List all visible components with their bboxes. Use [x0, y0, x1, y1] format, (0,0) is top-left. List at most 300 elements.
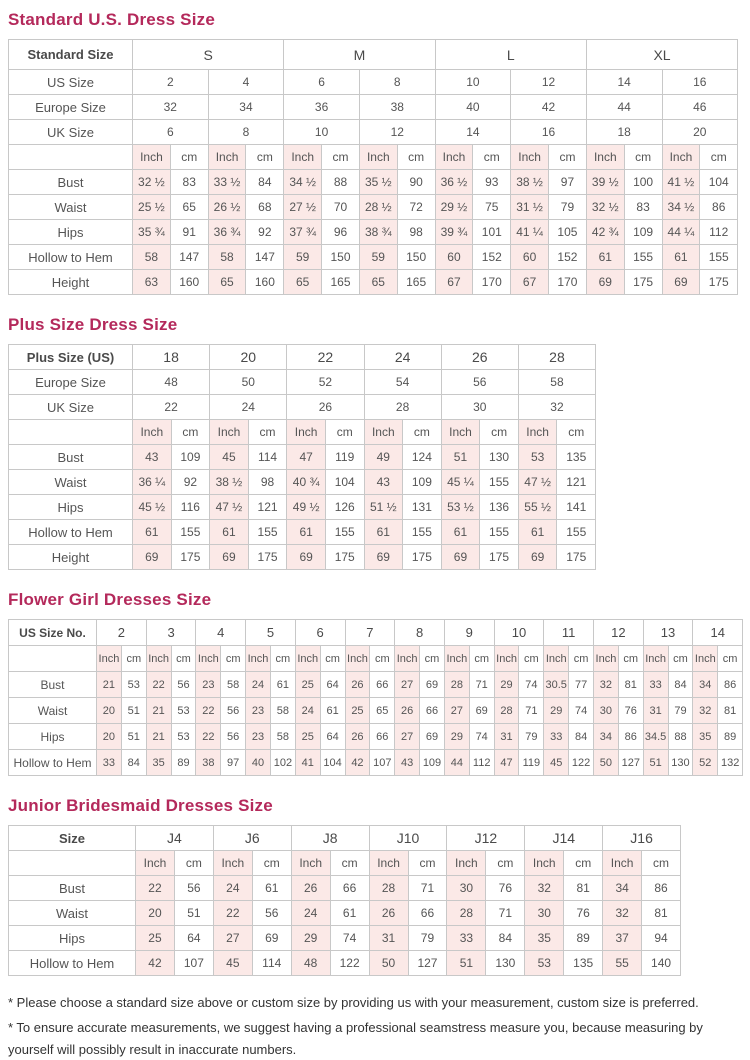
- cell: 126: [325, 495, 364, 520]
- cell: 34 ½: [284, 170, 322, 195]
- row-label: UK Size: [9, 395, 133, 420]
- cell: 10: [494, 620, 544, 646]
- cell: 6: [284, 70, 360, 95]
- cell: cm: [564, 851, 603, 876]
- cell: 53: [525, 951, 564, 976]
- cell: 28: [518, 345, 595, 370]
- cell: 69: [518, 545, 557, 570]
- cell: 175: [403, 545, 442, 570]
- cell: 29: [494, 672, 519, 698]
- cell: 4: [196, 620, 246, 646]
- cell: 31: [494, 724, 519, 750]
- row-label: Europe Size: [9, 95, 133, 120]
- cell: cm: [408, 851, 447, 876]
- row-label: Bust: [9, 672, 97, 698]
- cell: 152: [473, 245, 511, 270]
- cell: 86: [618, 724, 643, 750]
- cell: 58: [221, 672, 246, 698]
- cell: 32: [603, 901, 642, 926]
- cell: 11: [544, 620, 594, 646]
- cell: 160: [246, 270, 284, 295]
- cell: 50: [210, 370, 287, 395]
- cell: cm: [480, 420, 519, 445]
- cell: 34: [693, 672, 718, 698]
- cell: 79: [549, 195, 587, 220]
- cell: 165: [397, 270, 435, 295]
- cell: 175: [624, 270, 662, 295]
- cell: 22: [196, 724, 221, 750]
- cell: 42: [136, 951, 175, 976]
- cell: 28: [447, 901, 486, 926]
- cell: 97: [221, 750, 246, 776]
- cell: 28: [364, 395, 441, 420]
- row-label: Standard Size: [9, 40, 133, 70]
- cell: 33: [97, 750, 122, 776]
- cell: 35 ¾: [133, 220, 171, 245]
- cell: 27: [213, 926, 252, 951]
- cell: 25: [295, 672, 320, 698]
- cell: 96: [322, 220, 360, 245]
- row-label: Height: [9, 270, 133, 295]
- cell: 150: [322, 245, 360, 270]
- row-label: Waist: [9, 901, 136, 926]
- cell: Inch: [444, 646, 469, 672]
- cell: 67: [435, 270, 473, 295]
- cell: 30: [594, 698, 619, 724]
- cell: 155: [480, 520, 519, 545]
- cell: 64: [320, 672, 345, 698]
- cell: 109: [420, 750, 445, 776]
- cell: 18: [586, 120, 662, 145]
- cell: 69: [662, 270, 700, 295]
- row-label: Size: [9, 826, 136, 851]
- cell: 58: [270, 724, 295, 750]
- cell: Inch: [693, 646, 718, 672]
- row-label: Height: [9, 545, 133, 570]
- cell: 14: [435, 120, 511, 145]
- cell: 31 ½: [511, 195, 549, 220]
- cell: 42: [511, 95, 587, 120]
- cell: 22: [133, 395, 210, 420]
- cell: cm: [642, 851, 681, 876]
- cell: 105: [549, 220, 587, 245]
- cell: 104: [325, 470, 364, 495]
- cell: 114: [248, 445, 287, 470]
- cell: 40 ¾: [287, 470, 326, 495]
- cell: 26: [345, 724, 370, 750]
- size-table: [8, 344, 596, 570]
- cell: 22: [213, 901, 252, 926]
- cell: 100: [624, 170, 662, 195]
- cell: 14: [586, 70, 662, 95]
- cell: 135: [564, 951, 603, 976]
- section-title: Junior Bridesmaid Dresses Size: [8, 796, 273, 815]
- cell: 38: [359, 95, 435, 120]
- cell: 81: [618, 672, 643, 698]
- cell: 43: [395, 750, 420, 776]
- cell: 58: [133, 245, 171, 270]
- cell: Inch: [447, 851, 486, 876]
- cell: 69: [420, 724, 445, 750]
- cell: 25: [345, 698, 370, 724]
- cell: 2: [97, 620, 147, 646]
- cell: 25: [136, 926, 175, 951]
- cell: 35 ½: [359, 170, 397, 195]
- cell: 81: [718, 698, 743, 724]
- cell: 26: [287, 395, 364, 420]
- cell: cm: [322, 145, 360, 170]
- cell: 12: [359, 120, 435, 145]
- cell: cm: [320, 646, 345, 672]
- cell: 35: [693, 724, 718, 750]
- cell: 54: [364, 370, 441, 395]
- cell: cm: [618, 646, 643, 672]
- cell: Inch: [133, 145, 171, 170]
- cell: 33: [447, 926, 486, 951]
- cell: 42 ¾: [586, 220, 624, 245]
- cell: 61: [364, 520, 403, 545]
- cell: 44 ¼: [662, 220, 700, 245]
- cell: cm: [171, 646, 196, 672]
- row-label: Hips: [9, 926, 136, 951]
- cell: 74: [469, 724, 494, 750]
- cell: 7: [345, 620, 395, 646]
- cell: 107: [370, 750, 395, 776]
- cell: 14: [693, 620, 743, 646]
- cell: 36: [284, 95, 360, 120]
- cell: 34: [603, 876, 642, 901]
- cell: J12: [447, 826, 525, 851]
- cell: 21: [97, 672, 122, 698]
- section-title: Plus Size Dress Size: [8, 315, 178, 334]
- cell: Inch: [369, 851, 408, 876]
- cell: 88: [668, 724, 693, 750]
- cell: 86: [718, 672, 743, 698]
- row-label: Waist: [9, 470, 133, 495]
- cell: 49 ½: [287, 495, 326, 520]
- row-label: Hollow to Hem: [9, 951, 136, 976]
- cell: cm: [557, 420, 596, 445]
- cell: 41 ¼: [511, 220, 549, 245]
- size-table: [8, 619, 743, 776]
- cell: 71: [519, 698, 544, 724]
- cell: Inch: [210, 420, 249, 445]
- cell: 16: [662, 70, 738, 95]
- cell: Inch: [525, 851, 564, 876]
- cell: 104: [320, 750, 345, 776]
- cell: 84: [668, 672, 693, 698]
- cell: 69: [287, 545, 326, 570]
- cell: cm: [700, 145, 738, 170]
- cell: 27: [395, 724, 420, 750]
- cell: 152: [549, 245, 587, 270]
- cell: cm: [403, 420, 442, 445]
- cell: 40: [435, 95, 511, 120]
- cell: 22: [146, 672, 171, 698]
- cell: J6: [213, 826, 291, 851]
- row-label: [9, 851, 136, 876]
- cell: 24: [364, 345, 441, 370]
- cell: 89: [718, 724, 743, 750]
- cell: 175: [700, 270, 738, 295]
- cell: 76: [618, 698, 643, 724]
- cell: 114: [252, 951, 291, 976]
- cell: 140: [642, 951, 681, 976]
- cell: 136: [480, 495, 519, 520]
- cell: 61: [270, 672, 295, 698]
- cell: 32 ½: [586, 195, 624, 220]
- cell: 48: [291, 951, 330, 976]
- cell: 31: [643, 698, 668, 724]
- cell: 119: [519, 750, 544, 776]
- cell: 40: [246, 750, 271, 776]
- cell: 109: [624, 220, 662, 245]
- cell: 79: [519, 724, 544, 750]
- cell: 51 ½: [364, 495, 403, 520]
- cell: 34: [208, 95, 284, 120]
- cell: cm: [569, 646, 594, 672]
- cell: 50: [594, 750, 619, 776]
- cell: 112: [469, 750, 494, 776]
- cell: 160: [170, 270, 208, 295]
- cell: Inch: [196, 646, 221, 672]
- cell: 69: [364, 545, 403, 570]
- row-label: [9, 646, 97, 672]
- cell: 43: [133, 445, 172, 470]
- cell: 44: [586, 95, 662, 120]
- cell: 56: [174, 876, 213, 901]
- cell: 74: [330, 926, 369, 951]
- cell: Inch: [213, 851, 252, 876]
- cell: cm: [469, 646, 494, 672]
- cell: 66: [370, 724, 395, 750]
- cell: 155: [557, 520, 596, 545]
- cell: 24: [295, 698, 320, 724]
- row-label: Hollow to Hem: [9, 520, 133, 545]
- cell: cm: [668, 646, 693, 672]
- cell: 155: [248, 520, 287, 545]
- cell: 52: [287, 370, 364, 395]
- cell: 76: [564, 901, 603, 926]
- cell: 47 ½: [518, 470, 557, 495]
- row-label: US Size: [9, 70, 133, 95]
- cell: 45: [210, 445, 249, 470]
- cell: Inch: [643, 646, 668, 672]
- cell: 83: [624, 195, 662, 220]
- cell: 127: [618, 750, 643, 776]
- cell: 130: [668, 750, 693, 776]
- cell: J4: [136, 826, 214, 851]
- cell: 131: [403, 495, 442, 520]
- cell: 24: [246, 672, 271, 698]
- cell: 51: [121, 698, 146, 724]
- cell: 49: [364, 445, 403, 470]
- cell: 56: [221, 698, 246, 724]
- cell: 64: [320, 724, 345, 750]
- cell: 2: [133, 70, 209, 95]
- cell: 76: [486, 876, 525, 901]
- cell: 24: [213, 876, 252, 901]
- cell: 39 ¾: [435, 220, 473, 245]
- cell: 41 ½: [662, 170, 700, 195]
- cell: 109: [171, 445, 210, 470]
- cell: 38: [196, 750, 221, 776]
- cell: 55: [603, 951, 642, 976]
- cell: 65: [284, 270, 322, 295]
- cell: 27 ½: [284, 195, 322, 220]
- cell: Inch: [594, 646, 619, 672]
- cell: 29 ½: [435, 195, 473, 220]
- cell: 29: [544, 698, 569, 724]
- cell: 9: [444, 620, 494, 646]
- cell: 121: [557, 470, 596, 495]
- cell: 58: [518, 370, 595, 395]
- cell: 72: [397, 195, 435, 220]
- cell: 170: [549, 270, 587, 295]
- cell: 150: [397, 245, 435, 270]
- cell: 37: [603, 926, 642, 951]
- cell: Inch: [518, 420, 557, 445]
- cell: 107: [174, 951, 213, 976]
- cell: Inch: [364, 420, 403, 445]
- cell: 155: [624, 245, 662, 270]
- cell: 109: [403, 470, 442, 495]
- cell: Inch: [246, 646, 271, 672]
- cell: 175: [557, 545, 596, 570]
- cell: 79: [668, 698, 693, 724]
- cell: 20: [210, 345, 287, 370]
- cell: 61: [320, 698, 345, 724]
- cell: 28: [494, 698, 519, 724]
- cell: 84: [486, 926, 525, 951]
- cell: 84: [246, 170, 284, 195]
- cell: 27: [395, 672, 420, 698]
- cell: 101: [473, 220, 511, 245]
- cell: 29: [291, 926, 330, 951]
- cell: 90: [397, 170, 435, 195]
- cell: 25: [295, 724, 320, 750]
- cell: 155: [171, 520, 210, 545]
- cell: 31: [369, 926, 408, 951]
- cell: 97: [549, 170, 587, 195]
- cell: S: [133, 40, 284, 70]
- row-label: Hips: [9, 495, 133, 520]
- row-label: [9, 420, 133, 445]
- cell: Inch: [662, 145, 700, 170]
- row-label: UK Size: [9, 120, 133, 145]
- cell: 21: [146, 724, 171, 750]
- size-table: [8, 39, 738, 295]
- row-label: Hips: [9, 724, 97, 750]
- cell: 30: [525, 901, 564, 926]
- cell: 3: [146, 620, 196, 646]
- cell: 23: [246, 698, 271, 724]
- cell: 122: [569, 750, 594, 776]
- cell: 8: [359, 70, 435, 95]
- cell: 29: [444, 724, 469, 750]
- cell: 155: [480, 470, 519, 495]
- cell: 56: [441, 370, 518, 395]
- cell: 69: [210, 545, 249, 570]
- cell: 132: [718, 750, 743, 776]
- cell: 135: [557, 445, 596, 470]
- cell: 112: [700, 220, 738, 245]
- cell: 61: [330, 901, 369, 926]
- cell: 10: [284, 120, 360, 145]
- cell: 69: [586, 270, 624, 295]
- cell: 45 ¼: [441, 470, 480, 495]
- cell: 22: [196, 698, 221, 724]
- cell: 75: [473, 195, 511, 220]
- row-label: Bust: [9, 445, 133, 470]
- cell: 26: [441, 345, 518, 370]
- cell: 60: [511, 245, 549, 270]
- cell: 102: [270, 750, 295, 776]
- cell: 81: [642, 901, 681, 926]
- cell: 71: [486, 901, 525, 926]
- cell: 61: [662, 245, 700, 270]
- cell: 84: [121, 750, 146, 776]
- cell: 53: [171, 698, 196, 724]
- cell: 89: [171, 750, 196, 776]
- cell: 104: [700, 170, 738, 195]
- cell: 36 ¼: [133, 470, 172, 495]
- cell: 65: [359, 270, 397, 295]
- cell: 121: [248, 495, 287, 520]
- cell: 98: [397, 220, 435, 245]
- cell: 81: [564, 876, 603, 901]
- cell: 83: [170, 170, 208, 195]
- cell: 61: [586, 245, 624, 270]
- cell: 53: [121, 672, 146, 698]
- cell: 130: [480, 445, 519, 470]
- cell: 56: [221, 724, 246, 750]
- cell: 70: [322, 195, 360, 220]
- cell: 65: [370, 698, 395, 724]
- cell: 33 ½: [208, 170, 246, 195]
- cell: 63: [133, 270, 171, 295]
- row-label: US Size No.: [9, 620, 97, 646]
- cell: 6: [133, 120, 209, 145]
- cell: 33: [544, 724, 569, 750]
- cell: 69: [133, 545, 172, 570]
- cell: 35: [146, 750, 171, 776]
- cell: 175: [325, 545, 364, 570]
- cell: 33: [643, 672, 668, 698]
- cell: Inch: [284, 145, 322, 170]
- cell: cm: [473, 145, 511, 170]
- cell: 32 ½: [133, 170, 171, 195]
- cell: cm: [549, 145, 587, 170]
- cell: 59: [284, 245, 322, 270]
- cell: 92: [171, 470, 210, 495]
- cell: 51: [447, 951, 486, 976]
- cell: 41: [295, 750, 320, 776]
- cell: cm: [330, 851, 369, 876]
- cell: 58: [208, 245, 246, 270]
- cell: cm: [121, 646, 146, 672]
- cell: 60: [435, 245, 473, 270]
- cell: Inch: [586, 145, 624, 170]
- cell: 47: [287, 445, 326, 470]
- cell: 53: [518, 445, 557, 470]
- cell: 44: [444, 750, 469, 776]
- cell: 30.5: [544, 672, 569, 698]
- cell: Inch: [395, 646, 420, 672]
- cell: 37 ¾: [284, 220, 322, 245]
- cell: 74: [519, 672, 544, 698]
- cell: 39 ½: [586, 170, 624, 195]
